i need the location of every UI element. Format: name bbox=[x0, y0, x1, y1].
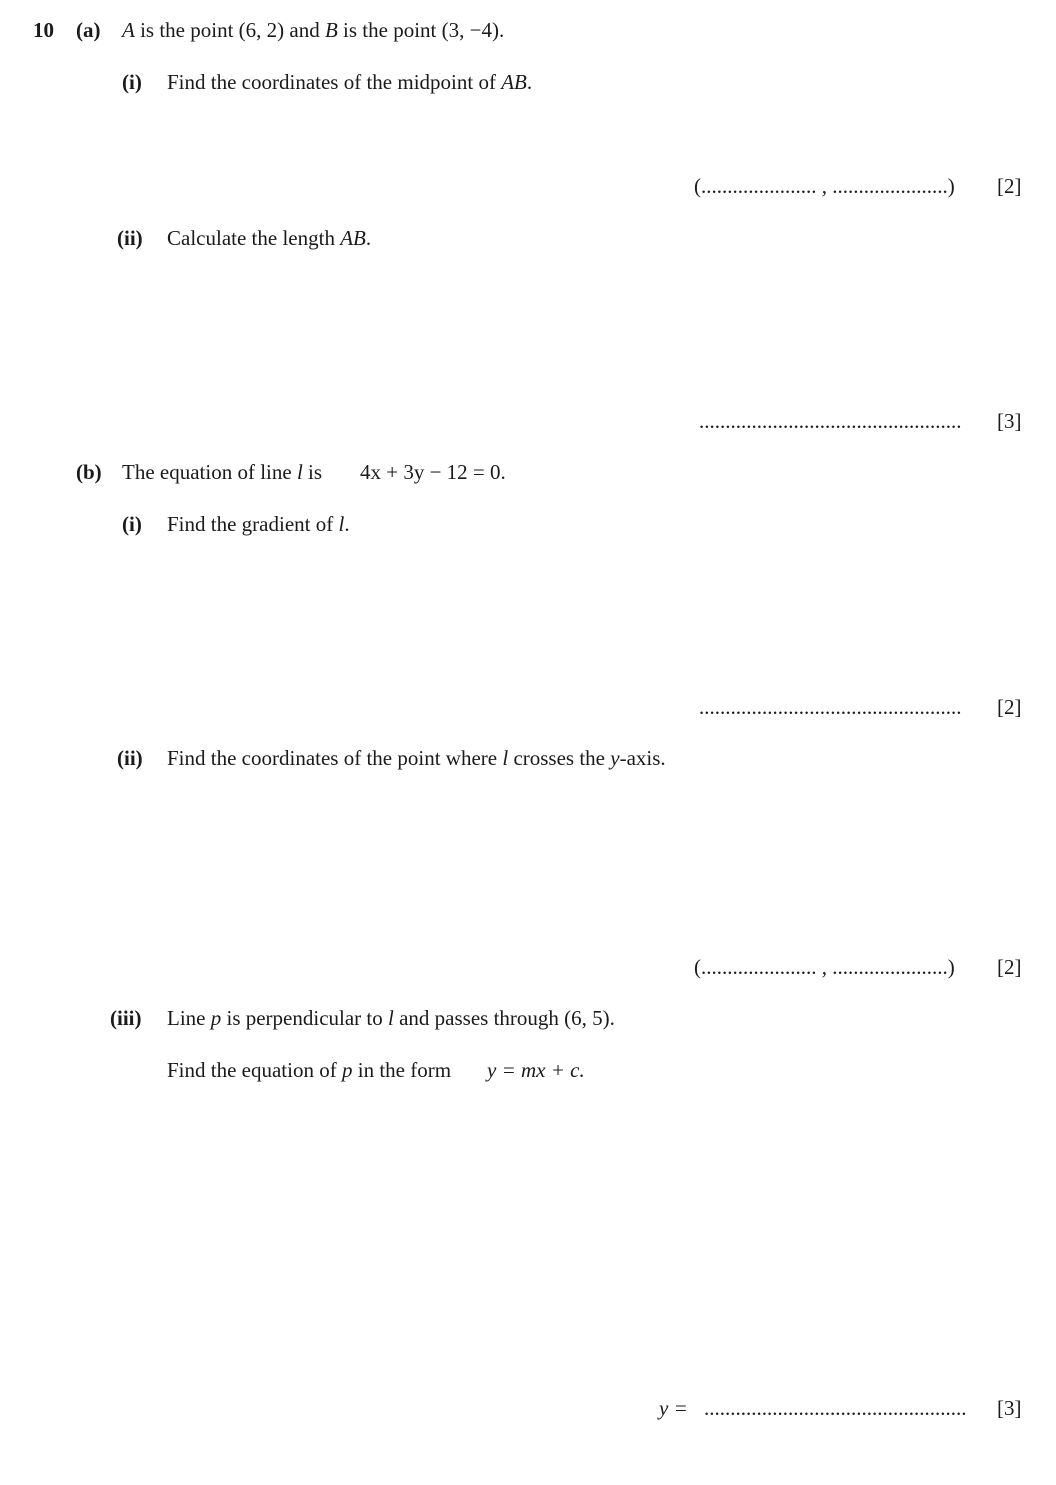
part-a-label: (a) bbox=[76, 18, 101, 42]
point-b-name: B bbox=[324, 18, 338, 42]
part-b-ii-label: (ii) bbox=[117, 746, 143, 770]
part-b-i-answer-field[interactable]: .................................................. bbox=[699, 695, 962, 719]
part-a-i-marks: [2] bbox=[997, 174, 1022, 198]
part-a-stem bbox=[122, 20, 504, 41]
part-b-i-label: (i) bbox=[122, 512, 142, 536]
part-a-ii-text-1: Calculate the length bbox=[167, 226, 341, 250]
part-b-ii-marks: [2] bbox=[997, 955, 1022, 979]
part-a-i-text-2: . bbox=[526, 70, 533, 94]
part-b-ii-prompt bbox=[167, 748, 666, 769]
part-b-i-text-2: . bbox=[344, 512, 350, 536]
part-b-iii-answer-field[interactable]: .................................................. bbox=[704, 1396, 967, 1420]
part-a-ii-text-2: . bbox=[365, 226, 372, 250]
part-a-i-prompt bbox=[167, 72, 532, 93]
part-b-iii-text-2: is perpendicular to bbox=[221, 1006, 389, 1030]
line-l-name: l bbox=[296, 460, 303, 484]
part-b-ii-text-1: Find the coordinates of the point where bbox=[167, 746, 503, 770]
part-a-ii-label: (ii) bbox=[117, 226, 143, 250]
segment-ab: AB bbox=[340, 226, 366, 250]
required-form: y = mx + c. bbox=[487, 1058, 585, 1082]
y-axis-name: y bbox=[610, 746, 620, 770]
part-b-iii-label: (iii) bbox=[110, 1006, 142, 1030]
part-a-i-label: (i) bbox=[122, 70, 142, 94]
part-b-iii-prompt-line-2 bbox=[167, 1060, 451, 1081]
line-l-name: l bbox=[502, 746, 509, 770]
part-a-ii-answer-field[interactable]: .................................................. bbox=[699, 409, 962, 433]
part-b-iii-answer-prefix: y = bbox=[659, 1396, 688, 1420]
part-a-ii-marks: [3] bbox=[997, 409, 1022, 433]
part-b-stem-text-2: is bbox=[302, 460, 323, 484]
segment-ab: AB bbox=[501, 70, 527, 94]
part-b-label: (b) bbox=[76, 460, 102, 484]
part-b-ii-text-3: -axis. bbox=[619, 746, 666, 770]
part-a-stem-text-1: is the point (6, 2) and bbox=[134, 18, 325, 42]
part-b-iii-text-1: Line bbox=[167, 1006, 211, 1030]
point-a-name: A bbox=[122, 18, 135, 42]
line-l-name: l bbox=[338, 512, 345, 536]
part-a-i-answer-field[interactable]: (...................... , ......................) bbox=[694, 174, 955, 198]
part-b-iii-text-3: and passes through (6, 5). bbox=[393, 1006, 615, 1030]
part-b-i-marks: [2] bbox=[997, 695, 1022, 719]
part-a-ii-prompt bbox=[167, 228, 371, 249]
line-p-name: p bbox=[341, 1058, 353, 1082]
part-a-stem-text-2: is the point (3, −4). bbox=[337, 18, 505, 42]
part-b-stem bbox=[122, 462, 322, 483]
line-l-name: l bbox=[388, 1006, 394, 1030]
question-number: 10 bbox=[33, 18, 54, 42]
line-p-name: p bbox=[210, 1006, 222, 1030]
part-b-ii-answer-field[interactable]: (...................... , ......................) bbox=[694, 955, 955, 979]
line-l-equation: 4x + 3y − 12 = 0. bbox=[360, 460, 506, 484]
part-b-stem-text-1: The equation of line bbox=[122, 460, 297, 484]
part-b-iii-marks: [3] bbox=[997, 1396, 1022, 1420]
part-a-i-text-1: Find the coordinates of the midpoint of bbox=[167, 70, 502, 94]
part-b-ii-text-2: crosses the bbox=[508, 746, 611, 770]
part-b-iii-text-4: Find the equation of bbox=[167, 1058, 342, 1082]
part-b-i-text-1: Find the gradient of bbox=[167, 512, 339, 536]
part-b-iii-text-5: in the form bbox=[352, 1058, 452, 1082]
part-b-i-prompt bbox=[167, 514, 350, 535]
part-b-iii-prompt-line-1 bbox=[167, 1008, 615, 1029]
